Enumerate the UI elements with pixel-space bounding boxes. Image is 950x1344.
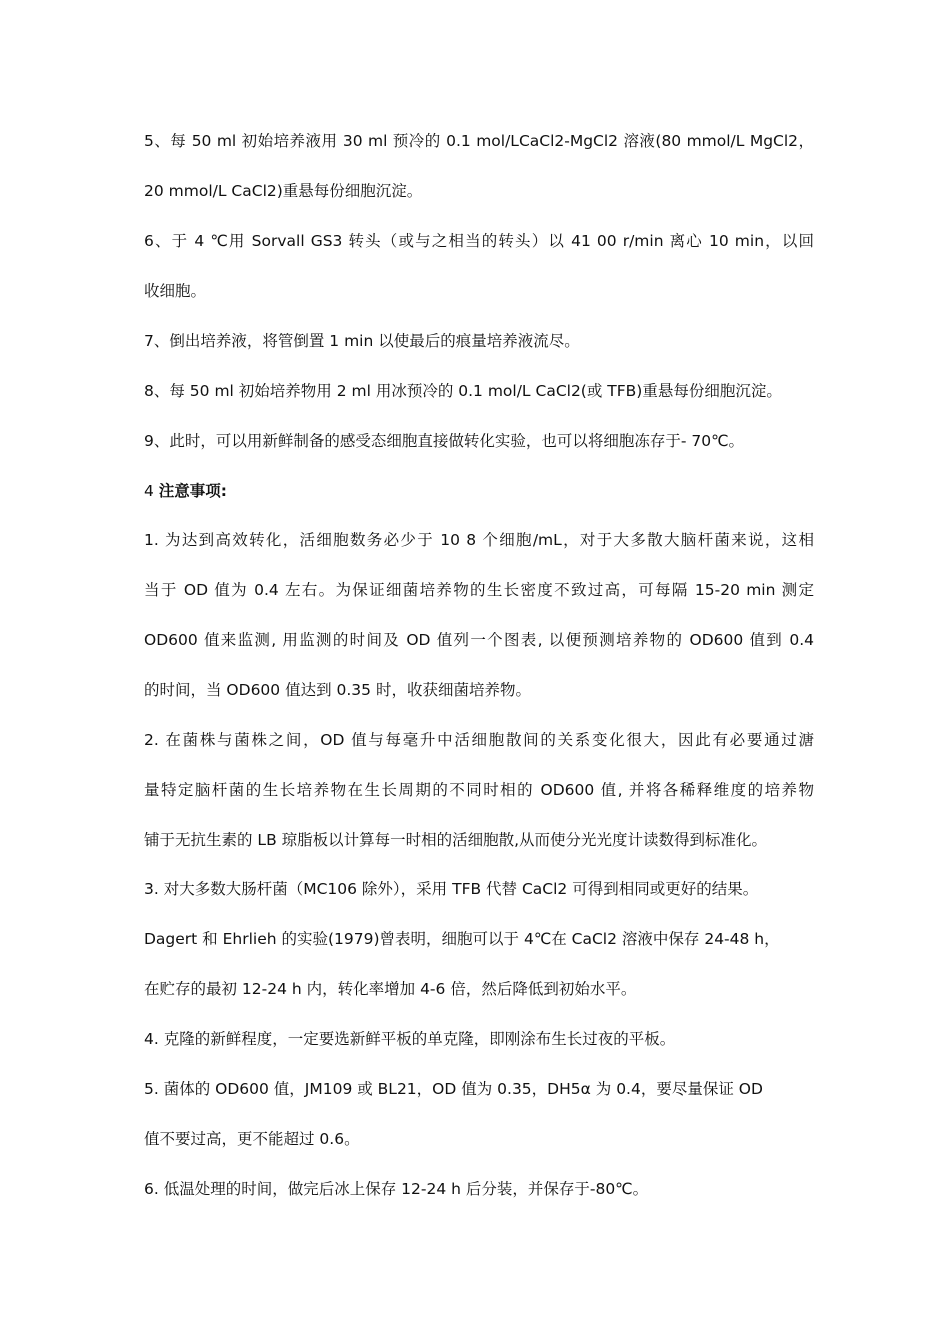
step-7-line-1: 7、倒出培养液，将管倒置 1 min 以使最后的痕量培养液流尽。 bbox=[144, 332, 580, 350]
notes-heading bbox=[144, 479, 814, 503]
notes-heading-title: 注意事项: bbox=[158, 482, 227, 500]
note-6-line-1: 6. 低温处理的时间，做完后冰上保存 12-24 h 后分装，并保存于-80℃。 bbox=[144, 1180, 649, 1198]
note-5-line-1: 5. 菌体的 OD600 值，JM109 或 BL21，OD 值为 0.35，DH5α 为 0.4，要尽量保证 OD bbox=[144, 1080, 763, 1098]
note-3-line-3: 在贮存的最初 12-24 h 内，转化率增加 4-6 倍，然后降低到初始水平。 bbox=[144, 980, 637, 998]
note-3-line-1: 3. 对大多数大肠杆菌（MC106 除外），采用 TFB 代替 CaCl2 可得到相同或更好的结果。 bbox=[144, 880, 759, 898]
step-6-line-1: 6、于 4 ℃用 Sorvall GS3 转头（或与之相当的转头）以 41 00 r/min 离心 10 min，以回 bbox=[144, 232, 814, 250]
note-1-line-4: 的时间，当 OD600 值达到 0.35 时，收获细菌培养物。 bbox=[144, 681, 531, 699]
note-2-line-2: 量特定脑杆菌的生长培养物在生长周期的不同时相的 OD600 值, 并将各稀释维度的培养物 bbox=[144, 781, 814, 799]
notes-heading-number: 4 bbox=[144, 482, 159, 500]
note-3-line-2: Dagert 和 Ehrlieh 的实验(1979)曾表明，细胞可以于 4℃在 CaCl2 溶液中保存 24-48 h， bbox=[144, 930, 780, 948]
note-1-line-2: 当于 OD 值为 0.4 左右。为保证细菌培养物的生长密度不致过高，可每隔 15-20 min 测定 bbox=[144, 581, 814, 599]
note-2-line-3: 铺于无抗生素的 LB 琼脂板以计算每一时相的活细胞散,从而使分光光度计读数得到标准化。 bbox=[144, 831, 768, 849]
step-5-line-1: 5、每 50 ml 初始培养液用 30 ml 预冷的 0.1 mol/LCaCl2-MgCl2 溶液(80 mmol/L MgCl2， bbox=[144, 132, 814, 150]
step-8-line-1: 8、每 50 ml 初始培养物用 2 ml 用冰预冷的 0.1 mol/L CaCl2(或 TFB)重悬每份细胞沉淀。 bbox=[144, 382, 782, 400]
note-1-line-1: 1. 为达到高效转化，活细胞数务必少于 10 8 个细胞/mL，对于大多散大脑杆菌来说，这相 bbox=[144, 531, 814, 549]
note-2-line-1: 2. 在菌株与菌株之间，OD 值与每毫升中活细胞散间的关系变化很大，因此有必要通过溏 bbox=[144, 731, 814, 749]
step-6-line-2: 收细胞。 bbox=[144, 282, 207, 300]
note-4-line-1: 4. 克隆的新鲜程度，一定要选新鲜平板的单克隆，即刚涂布生长过夜的平板。 bbox=[144, 1030, 676, 1048]
step-5-line-2: 20 mmol/L CaCl2)重悬每份细胞沉淀。 bbox=[144, 182, 423, 200]
note-5-line-2: 值不要过高，更不能超过 0.6。 bbox=[144, 1130, 360, 1148]
note-1-line-3: OD600 值来监测, 用监测的时间及 OD 值列一个图表, 以便预测培养物的 OD600 值到 0.4 bbox=[144, 631, 814, 649]
step-9-line-1: 9、此时，可以用新鲜制备的感受态细胞直接做转化实验，也可以将细胞冻存于- 70℃。 bbox=[144, 432, 745, 450]
